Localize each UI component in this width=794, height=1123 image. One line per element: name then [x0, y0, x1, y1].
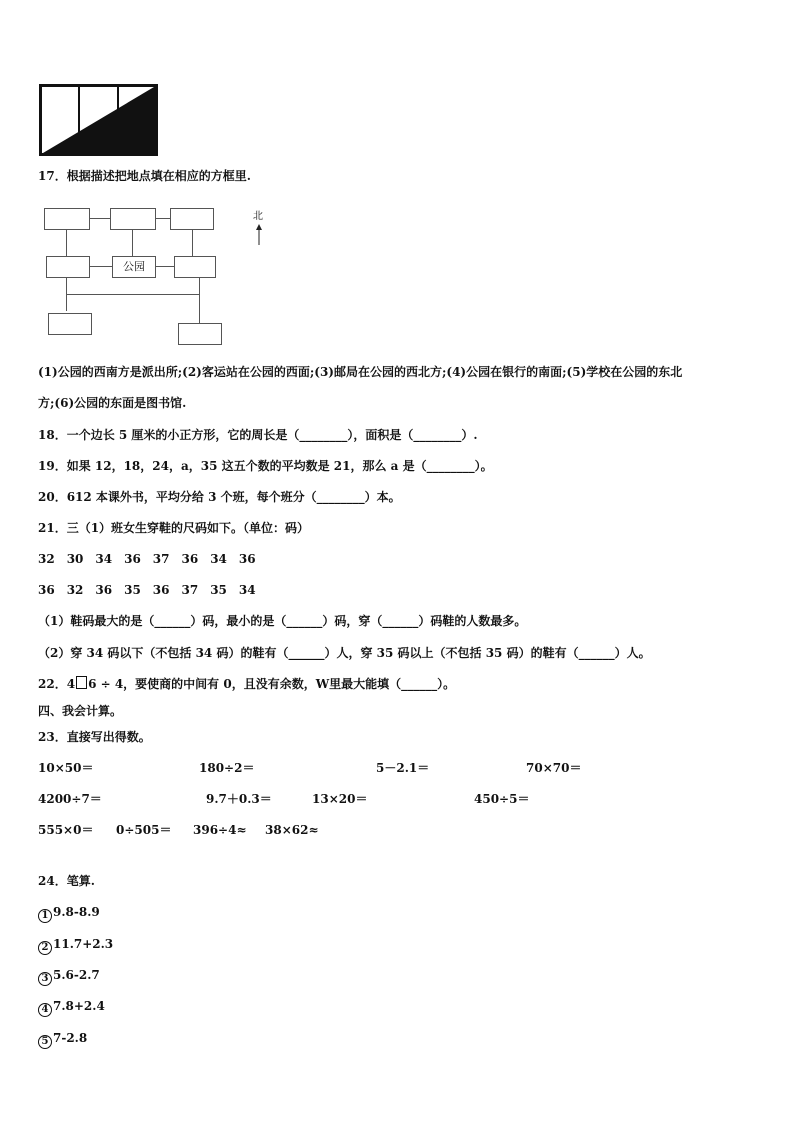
circled-number-icon: 4 — [38, 1003, 52, 1017]
circled-number-icon: 5 — [38, 1035, 52, 1049]
q24-item — [38, 936, 113, 955]
q22-after: 6 ÷ 4，要使商的中间有 0，且没有余数，W里最大能填（______）。 — [88, 677, 456, 691]
q24-item — [38, 1030, 87, 1049]
q20-text: 20．612 本课外书，平均分给 3 个班，每个班分（________）本。 — [38, 490, 401, 504]
q18-text: 18．一个边长 5 厘米的小正方形，它的周长是（________），面积是（________）. — [38, 428, 478, 442]
calc-item: 9.7＋0.3＝ — [206, 792, 272, 806]
q21-sub2: （2）穿 34 码以下（不包括 34 码）的鞋有（______）人，穿 35 码以上（不包括 35 码）的鞋有（______）人。 — [38, 646, 651, 660]
location-map-diagram — [44, 205, 274, 345]
q22-before: 22．4 — [38, 677, 76, 691]
section-4-heading: 四、我会计算。 — [38, 704, 123, 718]
q21-sub1: （1）鞋码最大的是（______）码，最小的是（______）码，穿（______）码鞋的人数最多。 — [38, 614, 527, 628]
calc-item: 180÷2＝ — [199, 761, 255, 775]
map-box-north[interactable] — [110, 208, 156, 230]
q24-item — [38, 998, 105, 1017]
shaded-rectangle-figure — [39, 84, 159, 156]
q24-item — [38, 967, 100, 986]
q17-desc-line1: (1)公园的西南方是派出所;(2)客运站在公园的西面;(3)邮局在公园的西北方;(4)公园在银行的南面;(5)学校在公园的东北 — [38, 365, 683, 379]
calc-item: 555×0＝ — [38, 823, 94, 837]
calc-item: 4200÷7＝ — [38, 792, 102, 806]
q24-item — [38, 904, 100, 923]
q24-expr: 11.7+2.3 — [53, 937, 114, 951]
q24-title: 24．笔算. — [38, 874, 95, 888]
q17-title: 17．根据描述把地点填在相应的方框里. — [38, 169, 251, 183]
q21-row2: 36 32 36 35 36 37 35 34 — [38, 583, 256, 597]
q24-expr: 5.6-2.7 — [53, 968, 100, 982]
map-box-west[interactable] — [46, 256, 90, 278]
q23-title: 23．直接写出得数。 — [38, 730, 151, 744]
map-box-east[interactable] — [174, 256, 216, 278]
map-box-northeast[interactable] — [170, 208, 214, 230]
map-box-southeast[interactable] — [178, 323, 222, 345]
calc-item: 450÷5＝ — [474, 792, 530, 806]
circled-number-icon: 2 — [38, 941, 52, 955]
calc-item: 5－2.1＝ — [376, 761, 430, 775]
map-box-southwest[interactable] — [48, 313, 92, 335]
q24-expr: 9.8-8.9 — [53, 905, 100, 919]
q21-title: 21．三（1）班女生穿鞋的尺码如下。（单位：码） — [38, 521, 310, 535]
q21-row1: 32 30 34 36 37 36 34 36 — [38, 552, 256, 566]
calc-item: 0÷505＝ — [116, 823, 172, 837]
q24-expr: 7-2.8 — [53, 1031, 88, 1045]
map-box-northwest[interactable] — [44, 208, 90, 230]
calc-item: 10×50＝ — [38, 761, 94, 775]
calc-item: 396÷4≈ — [193, 823, 247, 837]
calc-item: 70×70＝ — [526, 761, 582, 775]
blank-square — [76, 676, 87, 689]
q24-expr: 7.8+2.4 — [53, 999, 105, 1013]
north-label: 北 — [253, 211, 263, 222]
q22-text — [38, 676, 455, 692]
calc-item: 13×20＝ — [312, 792, 368, 806]
q19-text: 19．如果 12，18，24，a，35 这五个数的平均数是 21，那么 a 是（________）。 — [38, 459, 493, 473]
map-box-park — [112, 256, 156, 278]
circled-number-icon: 1 — [38, 909, 52, 923]
park-label: 公园 — [123, 260, 145, 273]
calc-item: 38×62≈ — [265, 823, 319, 837]
q17-desc-line2: 方;(6)公园的东面是图书馆. — [38, 396, 187, 410]
circled-number-icon: 3 — [38, 972, 52, 986]
north-arrow-icon — [253, 223, 265, 247]
